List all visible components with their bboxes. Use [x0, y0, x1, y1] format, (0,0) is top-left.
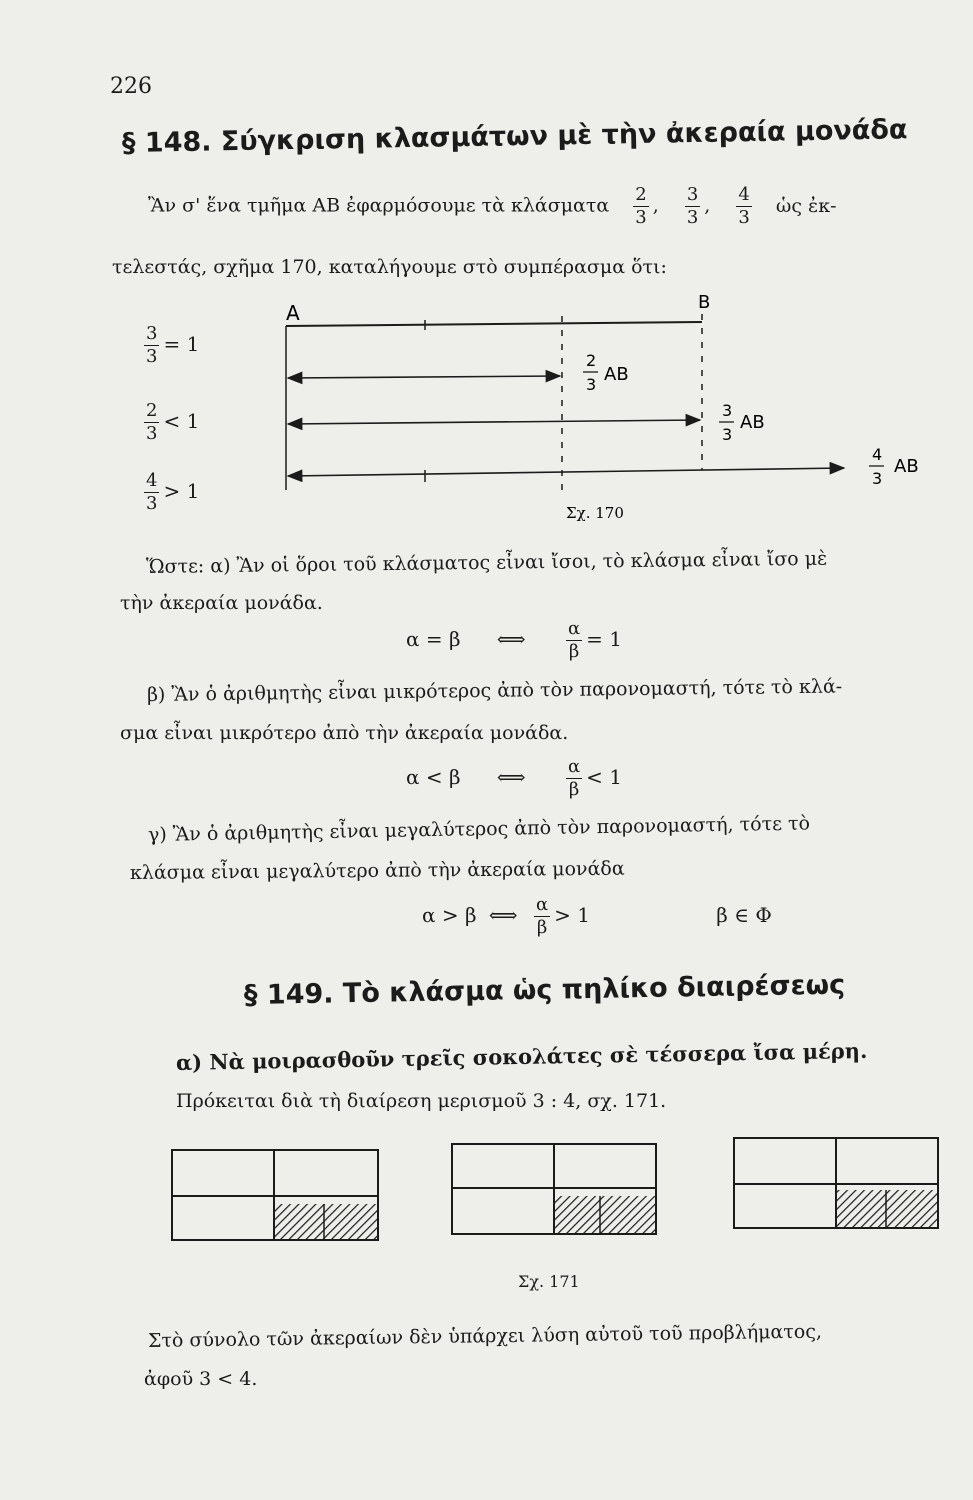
- chocolate-3: [734, 1138, 938, 1228]
- arrow-3-3-AB: [288, 420, 700, 424]
- fraction-numerator: α: [535, 894, 549, 915]
- section-149-line-1: Πρόκειται διὰ τὴ διαίρεση μερισμοῦ 3 : 4, σχ. 171.: [176, 1090, 667, 1112]
- fraction-numerator: 2: [146, 400, 158, 421]
- figure-170-caption: Σχ. 170: [566, 504, 624, 522]
- seg3-num: 4: [872, 445, 883, 464]
- fraction-numerator: 3: [146, 323, 158, 344]
- fraction-denominator: β: [568, 641, 580, 662]
- seg3-label: AB: [894, 456, 919, 477]
- fraction-denominator: 3: [146, 423, 158, 444]
- relation: > 1: [163, 479, 200, 503]
- fraction-3-3: [685, 186, 700, 227]
- case-b-line-1: β) Ἂν ὁ ἀριθμητὴς εἶναι μικρότερος ἀπὸ τὸν παρονομαστή, τότε τὸ κλά-: [146, 675, 843, 706]
- case-b-line-2: σμα εἶναι μικρότερο ἀπὸ τὴν ἀκεραία μονάδα.: [120, 722, 569, 744]
- formula-left: α < β: [406, 765, 461, 789]
- figure-171-diagram: [160, 1130, 950, 1250]
- chocolate-2: [452, 1144, 656, 1234]
- section-149-subheading: α) Νὰ μοιρασθοῦν τρεῖς σοκολάτες σὲ τέσσερα ἴσα μέρη.: [175, 1037, 868, 1075]
- formula-right: = 1: [586, 627, 622, 651]
- formula-right: < 1: [586, 765, 622, 789]
- seg1-num: 2: [586, 351, 597, 370]
- iff-arrow: ⟺: [496, 765, 526, 789]
- fraction-numerator: α: [567, 756, 581, 777]
- formula-domain: β ∈ Φ: [716, 903, 772, 927]
- label-A: A: [286, 301, 300, 325]
- section-148-heading: § 148. Σύγκριση κλασμάτων μὲ τὴν ἀκεραία μονάδα: [121, 114, 908, 159]
- fraction-denominator: 3: [146, 346, 158, 367]
- closing-line-1: Στὸ σύνολο τῶν ἀκεραίων δὲν ὑπάρχει λύση αὐτοῦ τοῦ προβλήματος,: [147, 1320, 823, 1352]
- fraction-denominator: 3: [738, 207, 750, 228]
- closing-line-2: ἀφοῦ 3 < 4.: [144, 1368, 258, 1390]
- intro-line-2: τελεστάς, σχῆμα 170, καταλήγουμε στὸ συμπέρασμα ὅτι:: [112, 256, 667, 278]
- formula-a: [406, 620, 622, 661]
- seg1-label: AB: [604, 364, 629, 385]
- comparison-2-3: [140, 402, 199, 443]
- fraction-numerator: 4: [738, 184, 750, 205]
- fraction-numerator: α: [567, 618, 581, 639]
- seg3-den: 3: [872, 469, 883, 488]
- page-number: 226: [110, 74, 152, 99]
- fraction-alpha-beta: [534, 896, 550, 937]
- relation: < 1: [163, 409, 200, 433]
- fraction-denominator: 3: [146, 493, 158, 514]
- fraction-alpha-beta: [566, 620, 582, 661]
- formula-b: [406, 758, 622, 799]
- comparison-3-3: [140, 325, 199, 366]
- fraction-denominator: β: [568, 779, 580, 800]
- fraction-4-3: [736, 186, 751, 227]
- seg1-den: 3: [586, 375, 597, 394]
- segment-AB: [286, 322, 702, 326]
- fraction-denominator: β: [536, 917, 548, 938]
- formula-left: α = β: [406, 627, 461, 651]
- fraction-numerator: 2: [635, 184, 647, 205]
- fraction: [144, 402, 159, 443]
- seg2-num: 3: [722, 401, 733, 420]
- intro-line-1: Ἂν σ' ἕνα τμῆμα ΑΒ ἐφαρμόσουμε τὰ κλάσματα $\frac{2}{3}$ , $\frac{3}{3}$ , $\frac{4}{3}$ ὡς ἐκ-: [148, 184, 837, 228]
- formula-left: α > β: [422, 903, 477, 927]
- fraction: [144, 472, 159, 513]
- figure-170-diagram: [270, 290, 950, 522]
- fraction-2-3: [633, 186, 648, 227]
- fraction-denominator: 3: [686, 207, 699, 228]
- fraction: [144, 325, 159, 366]
- fraction-alpha-beta: [566, 758, 582, 799]
- formula-c: [422, 896, 772, 937]
- case-a-line-1: Ὥστε: α) Ἂν οἱ ὅροι τοῦ κλάσματος εἶναι ἴσοι, τὸ κλάσμα εἶναι ἴσο μὲ: [145, 547, 828, 578]
- seg2-label: AB: [740, 412, 765, 433]
- seg2-den: 3: [722, 425, 733, 444]
- intro-text-end: ὡς ἐκ-: [775, 194, 837, 217]
- fraction-denominator: 3: [635, 207, 647, 228]
- comparison-4-3: [140, 472, 199, 513]
- fraction-numerator: 4: [146, 470, 158, 491]
- figure-171-caption: Σχ. 171: [518, 1272, 580, 1291]
- case-a-line-2: τὴν ἀκεραία μονάδα.: [120, 592, 323, 614]
- case-c-line-2: κλάσμα εἶναι μεγαλύτερο ἀπὸ τὴν ἀκεραία μονάδα: [129, 857, 625, 884]
- section-149-heading: § 149. Τὸ κλάσμα ὡς πηλίκο διαιρέσεως: [243, 969, 846, 1011]
- iff-arrow: ⟺: [488, 903, 518, 927]
- formula-right: > 1: [554, 903, 590, 927]
- arrow-2-3-AB: [288, 376, 560, 378]
- chocolate-1: [172, 1150, 378, 1240]
- relation: = 1: [163, 332, 200, 356]
- case-c-line-1: γ) Ἂν ὁ ἀριθμητὴς εἶναι μεγαλύτερος ἀπὸ τὸν παρονομαστή, τότε τὸ: [147, 812, 811, 846]
- intro-text: Ἂν σ' ἕνα τμῆμα ΑΒ ἐφαρμόσουμε τὰ κλάσματα: [148, 194, 610, 217]
- label-B: B: [698, 292, 711, 313]
- arrow-4-3-AB: [288, 468, 844, 476]
- iff-arrow: ⟺: [496, 627, 526, 651]
- fraction-numerator: 3: [686, 184, 699, 205]
